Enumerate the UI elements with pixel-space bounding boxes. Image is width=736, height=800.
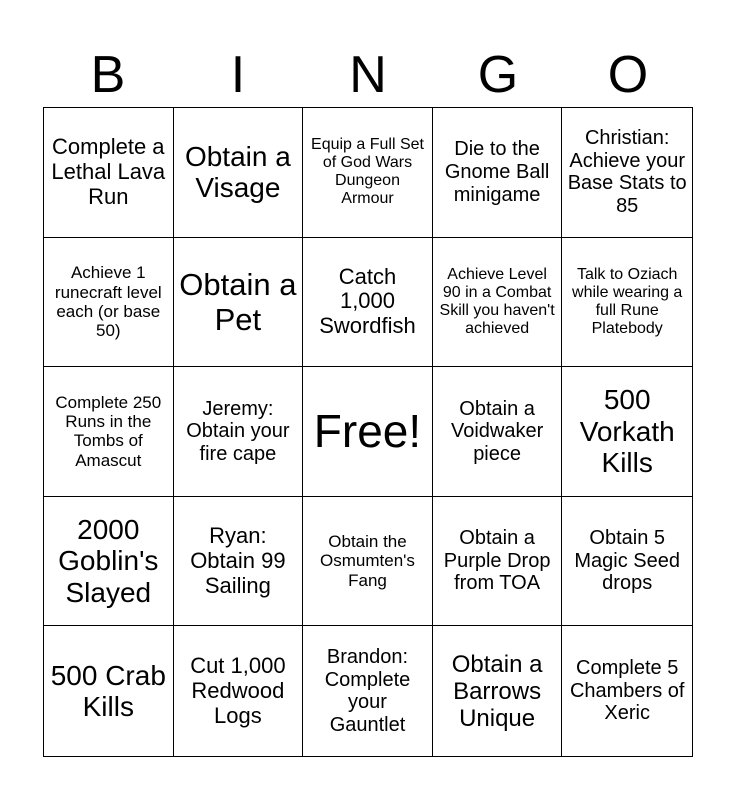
bingo-cell-r1c1[interactable]: Complete a Lethal Lava Run <box>44 108 174 238</box>
bingo-cell-r5c4[interactable]: Obtain a Barrows Unique <box>433 626 563 756</box>
header-letter-n: N <box>349 46 387 104</box>
bingo-cell-r2c1[interactable]: Achieve 1 runecraft level each (or base 50) <box>44 238 174 368</box>
bingo-cell-r5c1[interactable]: 500 Crab Kills <box>44 626 174 756</box>
bingo-cell-r1c3[interactable]: Equip a Full Set of God Wars Dungeon Armour <box>303 108 433 238</box>
bingo-cell-r2c2[interactable]: Obtain a Pet <box>174 238 304 368</box>
bingo-cell-r3c2[interactable]: Jeremy: Obtain your fire cape <box>174 367 304 497</box>
bingo-cell-free[interactable]: Free! <box>303 367 433 497</box>
bingo-cell-r1c5[interactable]: Christian: Achieve your Base Stats to 85 <box>562 108 692 238</box>
bingo-cell-r4c2[interactable]: Ryan: Obtain 99 Sailing <box>174 497 304 627</box>
header-letter-i: I <box>230 46 246 104</box>
bingo-cell-r5c2[interactable]: Cut 1,000 Redwood Logs <box>174 626 304 756</box>
header-letter-b: B <box>90 46 126 104</box>
bingo-header <box>43 44 693 106</box>
bingo-cell-r4c3[interactable]: Obtain the Osmumten's Fang <box>303 497 433 627</box>
header-letter-g: G <box>477 46 519 104</box>
header-letter-o: O <box>607 46 649 104</box>
bingo-cell-r5c5[interactable]: Complete 5 Chambers of Xeric <box>569 657 685 725</box>
bingo-cell-r4c1[interactable]: 2000 Goblin's Slayed <box>44 497 174 627</box>
bingo-cell-r3c4[interactable]: Obtain a Voidwaker piece <box>433 367 563 497</box>
bingo-cell-r3c1[interactable]: Complete 250 Runs in the Tombs of Amascut <box>44 367 174 497</box>
bingo-cell-r5c3[interactable]: Brandon: Complete your Gauntlet <box>303 626 433 756</box>
bingo-cell-r3c5[interactable]: 500 Vorkath Kills <box>562 367 692 497</box>
bingo-cell-r4c5[interactable]: Obtain 5 Magic Seed drops <box>562 497 692 627</box>
bingo-cell-r2c5[interactable]: Talk to Oziach while wearing a full Rune Platebody <box>562 238 692 368</box>
bingo-cell-r2c4[interactable]: Achieve Level 90 in a Combat Skill you haven't achieved <box>433 238 563 368</box>
bingo-board <box>43 107 693 757</box>
bingo-cell-r2c3[interactable]: Catch 1,000 Swordfish <box>303 238 433 368</box>
bingo-cell-r4c4[interactable]: Obtain a Purple Drop from TOA <box>433 497 563 627</box>
bingo-cell-r1c4[interactable]: Die to the Gnome Ball minigame <box>433 108 563 238</box>
bingo-cell-r1c2[interactable]: Obtain a Visage <box>174 108 304 238</box>
